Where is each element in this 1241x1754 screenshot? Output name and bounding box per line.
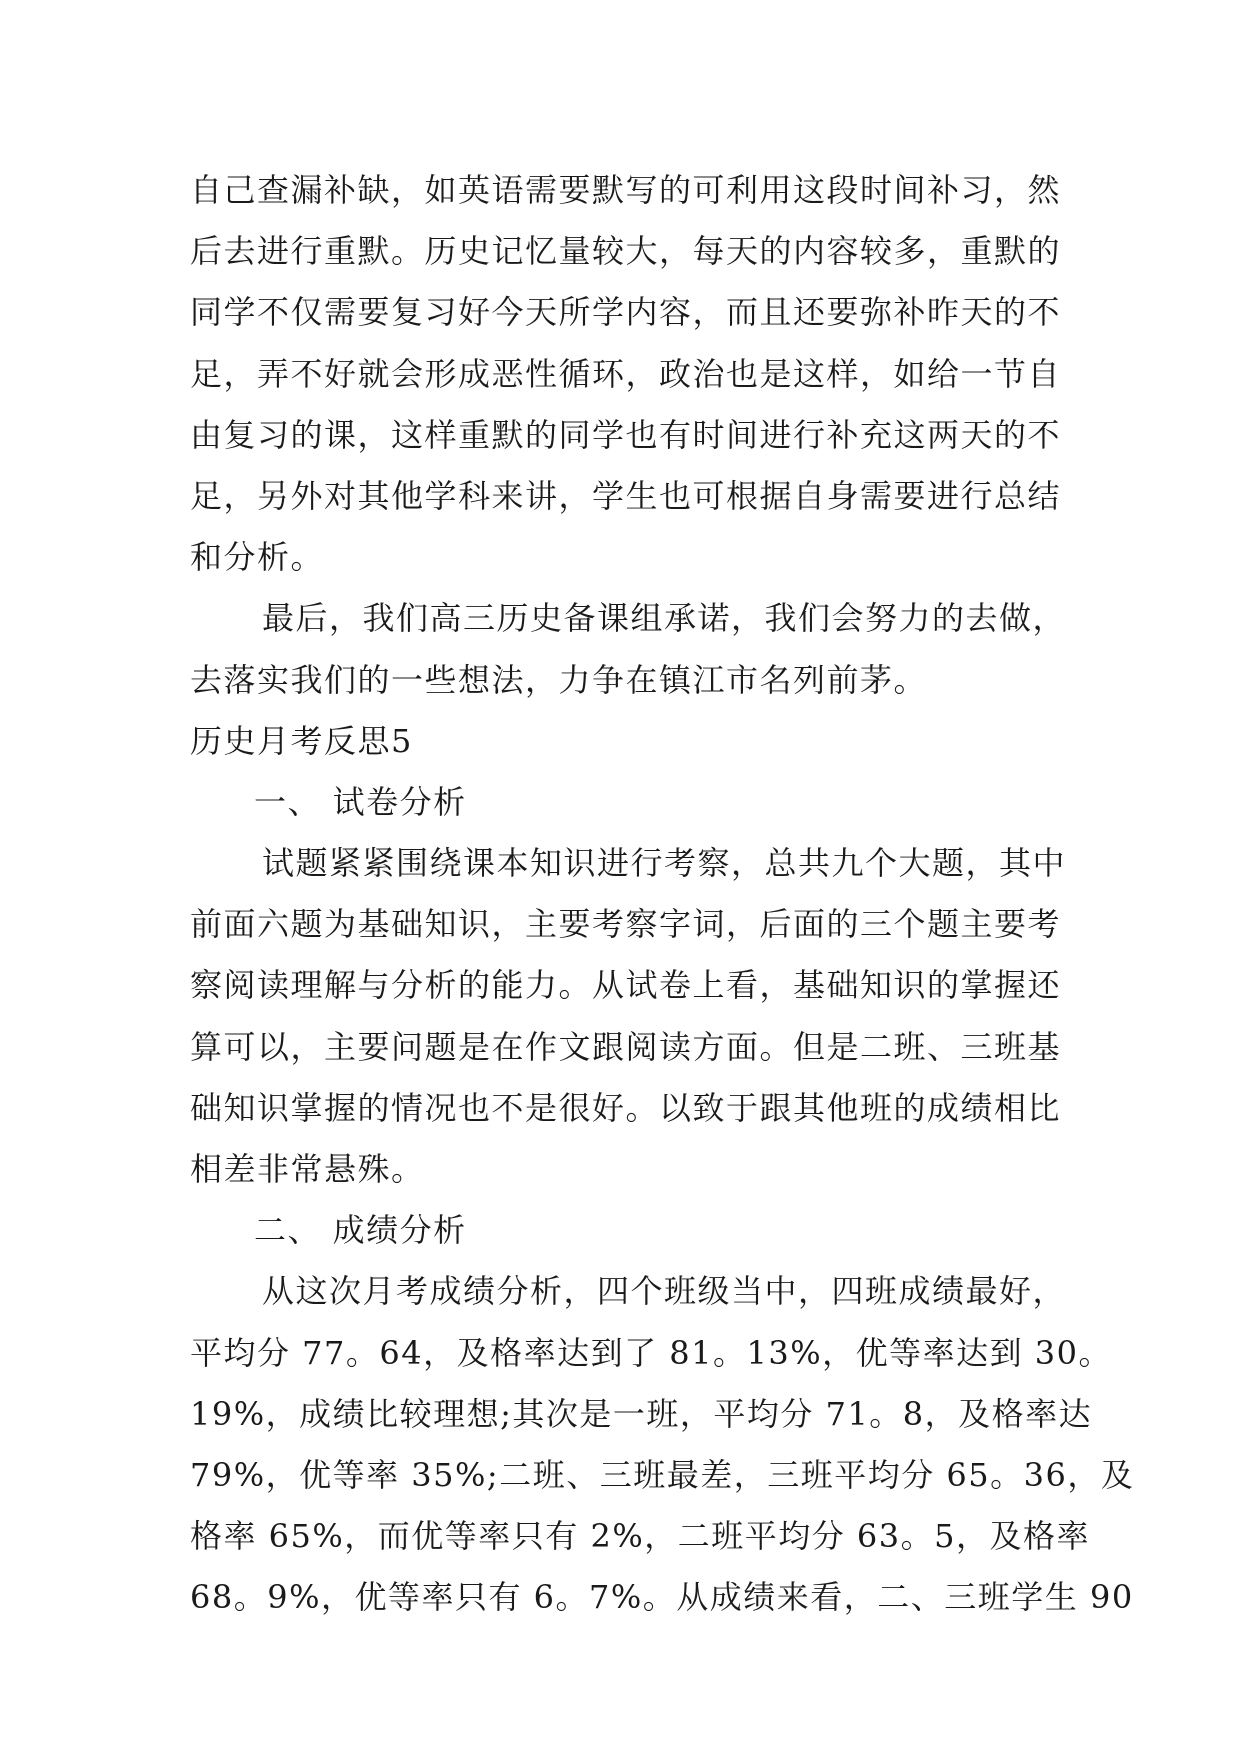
paragraph-line: 前面六题为基础知识，主要考察字词，后面的三个题主要考 xyxy=(190,905,1062,944)
paragraph-line: 19%，成绩比较理想;其次是一班，平均分 71。8，及格率达 xyxy=(190,1394,1093,1433)
paragraph-line: 格率 65%，而优等率只有 2%，二班平均分 63。5，及格率 xyxy=(190,1517,1090,1556)
paragraph-line: 算可以，主要问题是在作文跟阅读方面。但是二班、三班基 xyxy=(190,1027,1062,1066)
paragraph-line: 察阅读理解与分析的能力。从试卷上看，基础知识的掌握还 xyxy=(190,966,1062,1005)
paragraph-line: 平均分 77。64，及格率达到了 81。13%，优等率达到 30。 xyxy=(190,1333,1113,1372)
paragraph-line: 最后，我们高三历史备课组承诺，我们会努力的去做， xyxy=(262,599,1067,638)
subsection-heading: 二、 成绩分析 xyxy=(254,1211,467,1250)
paragraph-line: 同学不仅需要复习好今天所学内容，而且还要弥补昨天的不 xyxy=(190,293,1062,332)
paragraph-line: 后去进行重默。历史记忆量较大，每天的内容较多，重默的 xyxy=(190,232,1062,271)
paragraph-line: 试题紧紧围绕课本知识进行考察，总共九个大题，其中 xyxy=(262,844,1067,883)
paragraph-line: 79%，优等率 35%;二班、三班最差，三班平均分 65。36，及 xyxy=(190,1455,1135,1494)
subsection-heading: 一、 试卷分析 xyxy=(254,782,467,821)
document-body xyxy=(190,160,1135,1629)
paragraph-line: 由复习的课，这样重默的同学也有时间进行补充这两天的不 xyxy=(190,415,1062,454)
paragraph-line: 68。9%，优等率只有 6。7%。从成绩来看，二、三班学生 90 xyxy=(190,1578,1134,1617)
paragraph-line: 足，弄不好就会形成恶性循环，政治也是这样，如给一节自 xyxy=(190,354,1062,393)
paragraph-line: 去落实我们的一些想法，力争在镇江市名列前茅。 xyxy=(190,660,928,699)
paragraph-line: 和分析。 xyxy=(190,538,325,577)
paragraph-line: 础知识掌握的情况也不是很好。以致于跟其他班的成绩相比 xyxy=(190,1088,1062,1127)
paragraph-line: 相差非常悬殊。 xyxy=(190,1150,425,1188)
paragraph-line: 足，另外对其他学科来讲，学生也可根据自身需要进行总结 xyxy=(190,476,1062,515)
paragraph-line: 从这次月考成绩分析，四个班级当中，四班成绩最好， xyxy=(262,1272,1067,1311)
paragraph-line: 自己查漏补缺，如英语需要默写的可利用这段时间补习，然 xyxy=(190,171,1062,209)
section-title: 历史月考反思5 xyxy=(190,721,413,760)
